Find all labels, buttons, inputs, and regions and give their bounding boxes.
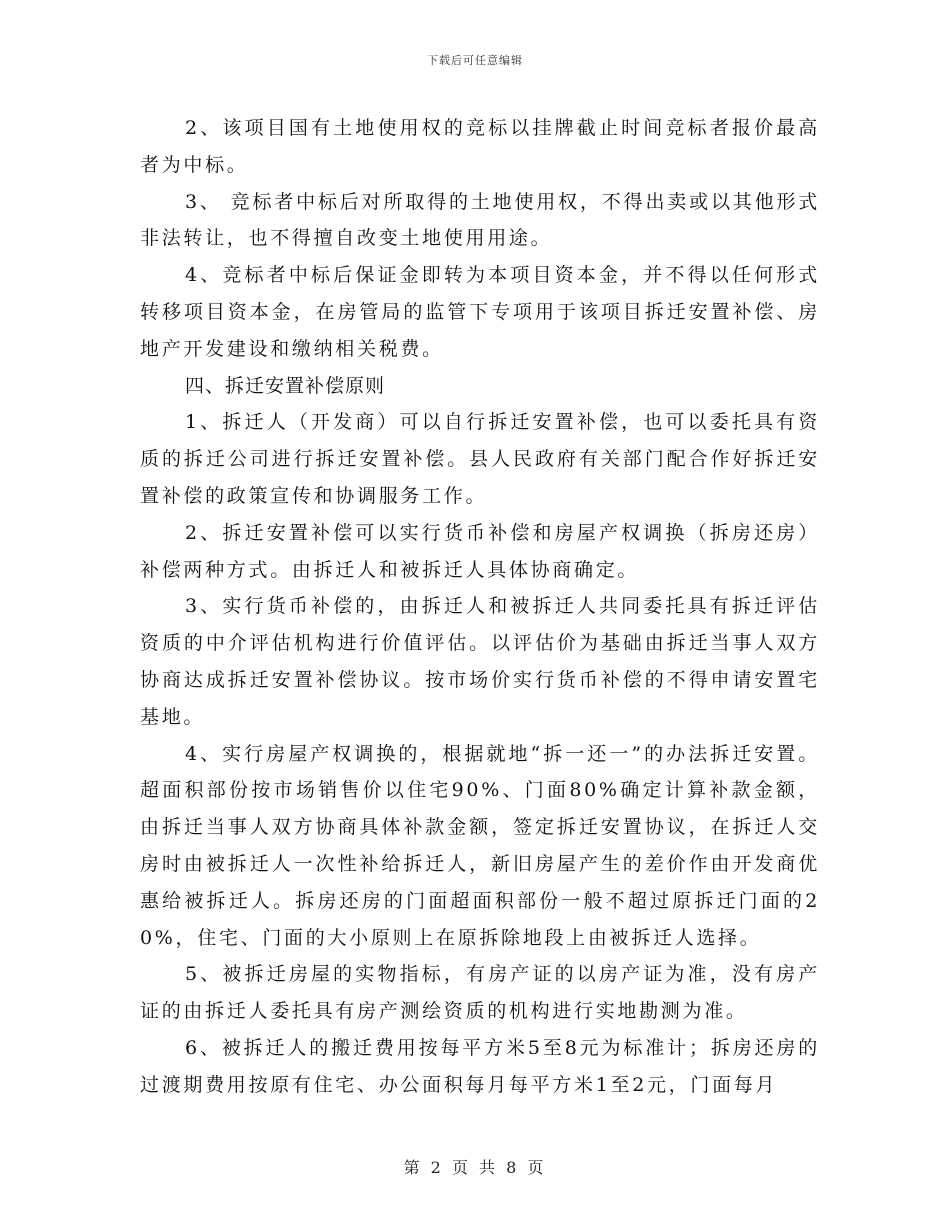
document-body xyxy=(140,110,820,1104)
paragraph-compensation-6: 6、被拆迁人的搬迁费用按每平方米5至8元为标准计；拆房还房的过渡期费用按原有住宅、办公面积每月每平方米1至2元，门面每月 xyxy=(140,1036,820,1096)
paragraph-deposit: 4、竞标者中标后保证金即转为本项目资本金，并不得以任何形式转移项目资本金，在房管局的监管下专项用于该项目拆迁安置补偿、房地产开发建设和缴纳相关税费。 xyxy=(140,264,820,360)
paragraph-compensation-1: 1、拆迁人（开发商）可以自行拆迁安置补偿，也可以委托具有资质的拆迁公司进行拆迁安置补偿。县人民政府有关部门配合作好拆迁安置补偿的政策宣传和协调服务工作。 xyxy=(140,411,820,507)
paragraph-compensation-2: 2、拆迁安置补偿可以实行货币补偿和房屋产权调换（拆房还房）补偿两种方式。由拆迁人和被拆迁人具体协商确定。 xyxy=(140,521,820,581)
paragraph-compensation-4: 4、实行房屋产权调换的，根据就地“拆一还一”的办法拆迁安置。超面积部份按市场销售价以住宅90%、门面80%确定计算补款金额，由拆迁当事人双方协商具体补款金额，签定拆迁安置协议，在拆迁人交房时由被拆迁人一次性补给拆迁人，新旧房屋产生的差价作由开发商优惠给被拆迁人。拆房还房的门面超面积部份一般不超过原拆迁门面的20%，住宅、门面的大小原则上在原拆除地段上由被拆迁人选择。 xyxy=(140,742,820,949)
paragraph-compensation-5: 5、被拆迁房屋的实物指标，有房产证的以房产证为准，没有房产证的由拆迁人委托具有房产测绘资质的机构进行实地勘测为准。 xyxy=(140,963,820,1023)
page-number: 第 2 页 共 8 页 xyxy=(403,1158,547,1177)
paragraph-land-transfer: 3、 竞标者中标后对所取得的土地使用权，不得出卖或以其他形式非法转让，也不得擅自改变土地使用用途。 xyxy=(140,190,820,250)
paragraph-land-bidding: 2、该项目国有土地使用权的竞标以挂牌截止时间竞标者报价最高者为中标。 xyxy=(140,117,820,176)
page-header: 下载后可任意编辑 xyxy=(427,54,523,67)
paragraph-compensation-3: 3、实行货币补偿的，由拆迁人和被拆迁人共同委托具有拆迁评估资质的中介评估机构进行价值评估。以评估价为基础由拆迁当事人双方协商达成拆迁安置补偿协议。按市场价实行货币补偿的不得申请安置宅基地。 xyxy=(140,595,820,728)
section-heading: 四、拆迁安置补偿原则 xyxy=(185,374,386,397)
